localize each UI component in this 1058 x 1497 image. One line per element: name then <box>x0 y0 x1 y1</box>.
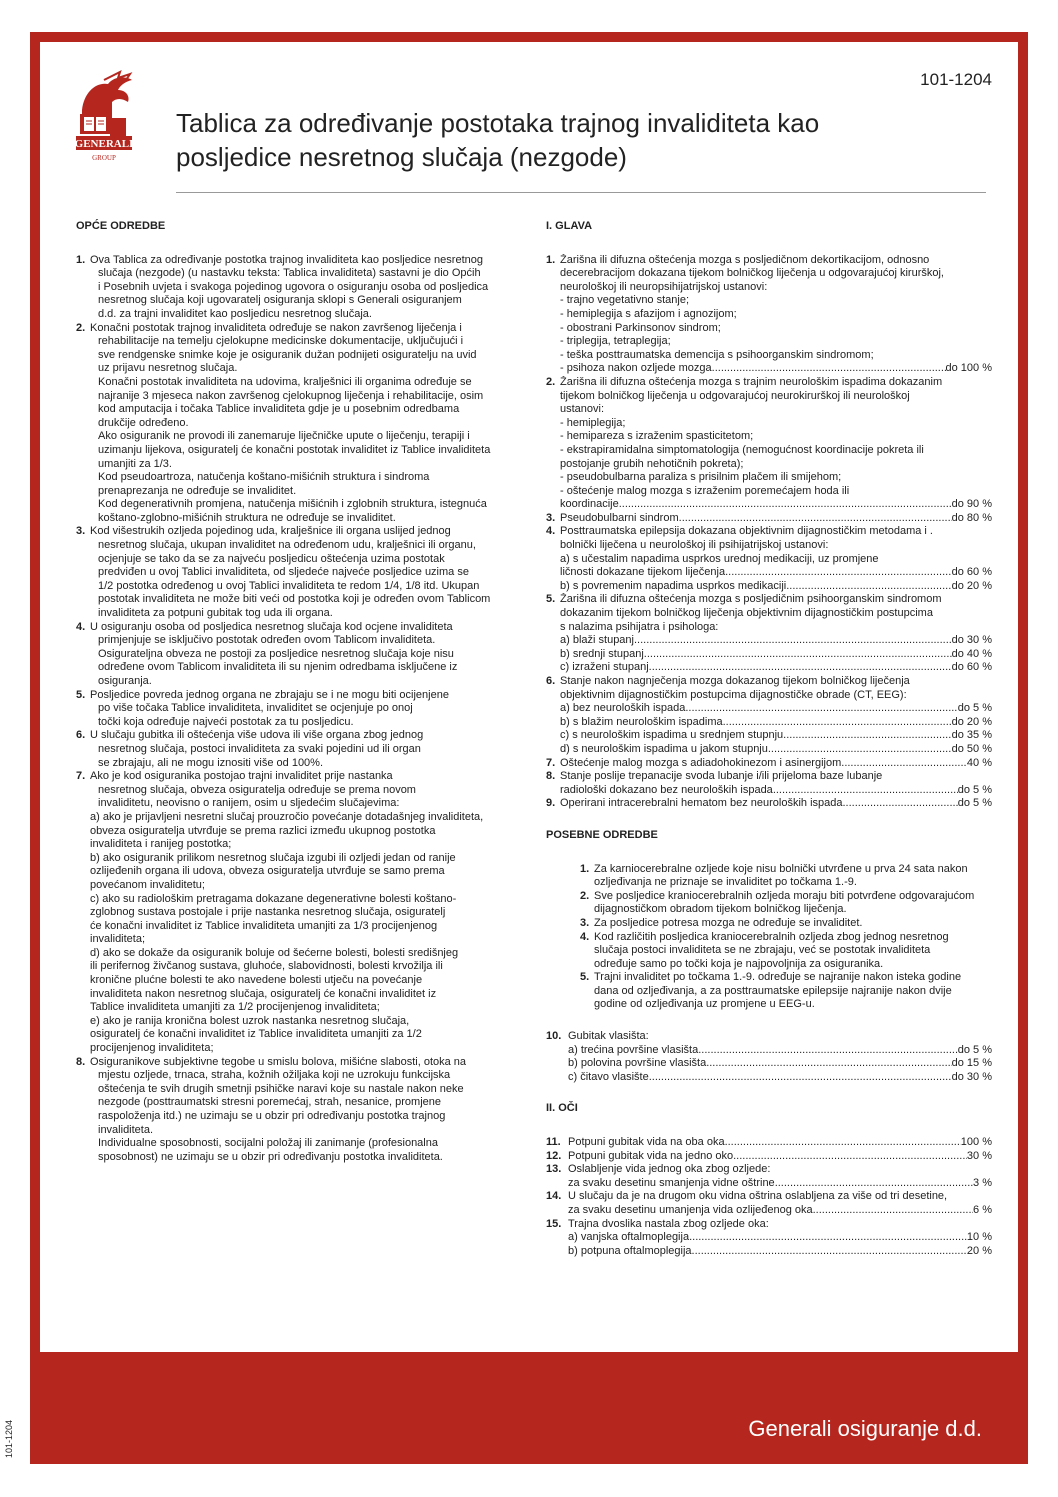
item-line: neurološkoj ili neuropsihijatrijskoj ustanovi: <box>560 280 768 293</box>
item-line: ozljeđivanja ne priznaje se invaliditet po točkama 1.-9. <box>594 876 857 889</box>
entry-text: a) bez neuroloških ispada <box>560 702 686 715</box>
item-line: nesretnog slučaja koji ugovaratelj osiguranja sklopi s Generali osiguranjem <box>98 294 462 307</box>
dotted-line-entry <box>568 1136 992 1150</box>
entry-text: b) s blažim neurološkim ispadima <box>560 715 723 728</box>
leader-dots <box>773 784 958 798</box>
dotted-line-entry <box>560 362 992 376</box>
item-line: Oslabljenje vida jednog oka zbog ozljede: <box>568 1163 771 1176</box>
item-10 <box>546 1030 992 1084</box>
dotted-line-entry <box>560 512 992 526</box>
item-line: Trajni invaliditet po točkama 1.-9. određuje se najranije nakon isteka godine <box>594 971 962 984</box>
numbered-item <box>546 593 992 675</box>
entry-value: do 60 % <box>951 661 992 674</box>
entry-text: c) izraženi stupanj <box>560 661 649 674</box>
item-line: Konačni postotak invaliditeta na udovima, kralješnici ili organima određuje se <box>98 375 472 388</box>
title-divider <box>176 192 986 193</box>
item-line: Žarišna ili difuzna oštećenja mozga s posljedičnim psihoorganskim sindromom <box>560 593 942 606</box>
entry-value: do 50 % <box>951 742 992 755</box>
numbered-item <box>546 757 992 771</box>
sub-item-line: zglobnog sustava postojale i prije nastanka nesretnog slučaja, osiguratelj <box>90 906 446 919</box>
item-line: kod amputacija i točaka Tablice invaliditeta gdje je u posebnim odredbama <box>98 403 460 416</box>
item-line: Sve posljedice kraniocerebralnih ozljeda moraju biti potvrđene odgovarajućom <box>594 889 975 902</box>
item-line: najranije 3 mjeseca nakon završenog cjelokupnog liječenja i rehabilitacije, osim <box>98 389 484 402</box>
numbered-item <box>76 1056 558 1165</box>
item-line: objektivnim dijagnostičkim postupcima dijagnostičke obrade (CT, EEG): <box>560 688 907 701</box>
item-line: invaliditetu, neovisno o ranijem, osim u sljedećim slučajevima: <box>98 797 400 810</box>
item-line: dana od ozljeđivanja, a za posttraumatske epilepsije najranije nakon dvije <box>594 984 952 997</box>
entry-text: - psihoza nakon ozljede mozga <box>560 362 712 375</box>
sub-item-line: Tablice invaliditeta umanjiti za 1/2 procijenjenog invaliditeta; <box>90 1001 380 1014</box>
dotted-line-entry <box>560 498 992 512</box>
item-number: 13. <box>546 1163 562 1176</box>
item-line: slučaja postoci invaliditeta se ne zbrajaju, već se postotak invaliditeta <box>594 944 931 957</box>
numbered-item <box>546 675 992 757</box>
item-line: po više točaka Tablice invaliditeta, invaliditet se ocjenjuje po onoj <box>98 702 413 715</box>
numbered-item <box>546 770 992 797</box>
item-line: raspoloženja itd.) ne uzimaju se u obzir pri određivanju postotka trajnog <box>98 1110 446 1122</box>
entry-text: ličnosti dokazane tijekom liječenja <box>560 566 726 579</box>
dotted-line-entry <box>568 1150 992 1164</box>
page-title <box>176 106 976 174</box>
dotted-line-entry <box>560 634 992 648</box>
entry-value: do 35 % <box>951 729 992 742</box>
item-line: Za posljedice potresa mozga ne određuje se invaliditet. <box>594 916 863 929</box>
numbered-item <box>546 890 992 917</box>
item-line: Osiguranikove subjektivne tegobe u smislu bolova, mišićne slabosti, otoka na <box>90 1055 467 1068</box>
dotted-line-entry <box>560 648 992 662</box>
leader-dots <box>634 634 952 648</box>
dotted-line-entry <box>560 797 992 811</box>
numbered-item <box>76 729 558 770</box>
logo-brand: GENERALI <box>74 138 134 150</box>
entry-text: Oštećenje malog mozga s adiadohokinezom i asinergijom <box>560 756 842 769</box>
sub-item-line: invaliditeta nakon nesretnog slučaja, osiguratelj će konačni invaliditet iz <box>90 987 437 1000</box>
item-line: određene ovom Tablicom invaliditeta ili su njenim odredbama isključene iz <box>98 661 458 674</box>
numbered-item <box>76 322 558 526</box>
sub-item-line: obveza osiguratelja utvrđuje se prema razlici između ukupnog postotka <box>90 824 436 837</box>
leader-dots <box>723 716 952 730</box>
leader-dots <box>783 729 951 743</box>
item-line: U osiguranju osoba od posljedica nesretnog slučaja kod ocjene invaliditeta <box>90 620 453 633</box>
item-line: U slučaju da je na drugom oku vidna oštrina oslabljena za više od tri desetine, <box>568 1190 948 1203</box>
numbered-item <box>546 971 992 1012</box>
item-number: 3. <box>546 511 556 524</box>
numbered-item <box>76 689 558 730</box>
item-line: mjestu ozljede, trnaca, straha, kožnih ožiljaka koji ne uzrokuju funkcijska <box>98 1069 451 1082</box>
item-number: 8. <box>546 770 556 783</box>
item-line: decerebracijom dokazana tijekom bolničkog liječenja u odgovarajućoj kirurškoj, <box>560 267 944 280</box>
item-number: 1. <box>546 253 556 266</box>
sub-item-line: invaliditeta; <box>90 933 146 946</box>
section-heading-posebne: POSEBNE ODREDBE <box>546 828 658 841</box>
item-number: 4. <box>546 525 556 538</box>
entry-value: do 20 % <box>951 715 992 728</box>
item-line: dokazanim tijekom bolničkog liječenja objektivnim dijagnostičkim postupcima <box>560 607 933 620</box>
numbered-item <box>546 525 992 593</box>
dotted-line-entry <box>568 1044 992 1058</box>
page-frame <box>30 32 1028 1464</box>
entry-value: do 5 % <box>957 702 992 715</box>
item-line: Individualne sposobnosti, socijalni položaj ili zanimanje (profesionalna <box>98 1137 438 1150</box>
leader-dots <box>619 498 952 512</box>
item-line: Žarišna ili difuzna oštećenja mozga s posljedičnom dekortikacijom, odnosno <box>560 253 930 266</box>
entry-text: c) čitavo vlasište <box>568 1070 649 1083</box>
item-line: nezgode (posttraumatski stresni poremećaj, strah, nesanice, promjene <box>98 1096 442 1109</box>
dotted-line-entry <box>568 1231 992 1245</box>
item-number: 14. <box>546 1190 562 1203</box>
entry-value: do 30 % <box>951 634 992 647</box>
item-line: oštećenja te svih drugih smetnji psihičke naravi koje su nastale nakon neke <box>98 1082 464 1095</box>
item-line: Konačni postotak trajnog invaliditeta određuje se nakon završenog liječenja i <box>90 321 462 334</box>
item-number: 5. <box>76 688 86 701</box>
item-line: primjenjuje se isključivo postotak određen ovom Tablicom invaliditeta. <box>98 634 436 647</box>
item-line: osiguranja. <box>98 675 152 687</box>
numbered-item <box>76 525 558 620</box>
item-line: umanjiti za 1/3. <box>98 457 172 470</box>
leader-dots <box>842 797 957 811</box>
item-line: ocjenjuje se tako da se za najveću posljedicu oštećenja uzima postotak <box>98 552 445 565</box>
dotted-line-entry <box>560 729 992 743</box>
item-line: Žarišna ili difuzna oštećenja mozga s trajnim neurološkim ispadima dokazanim <box>560 375 943 388</box>
entry-value: do 5 % <box>957 1043 992 1056</box>
entry-text: a) trećina površine vlasišta <box>568 1043 699 1056</box>
item-line: dijagnostičkom obradom tijekom bolničkog liječenja. <box>594 903 847 916</box>
entry-text: Operirani intracerebralni hematom bez neuroloških ispada <box>560 797 843 810</box>
item-line: Kod višestrukih ozljeda pojedinog uda, kralješnice ili organa uslijed jednog <box>90 525 451 538</box>
item-line: uz prijavu nesretnog slučaja. <box>98 362 238 375</box>
item-line: - hemiplegija s afazijom i agnozijom; <box>560 307 737 320</box>
dotted-line-entry <box>560 566 992 580</box>
title-line: Tablica za određivanje postotaka trajnog invaliditeta kao <box>176 108 820 138</box>
sub-item-line: ili perifernog živčanog sustava, gluhoće, slabovidnosti, bolesti krvožilja ili <box>90 960 443 973</box>
item-line: Trajna dvoslika nastala zbog ozljede oka: <box>568 1217 769 1230</box>
numbered-item <box>546 254 992 376</box>
item-line: i Posebnih uvjeta i svakoga pojedinog ugovora o osiguranju osoba od posljedica <box>98 280 489 293</box>
item-number: 7. <box>546 756 556 769</box>
item-line: postotak invaliditeta ne može biti veći od postotka koji je određen ovom Tablicom <box>98 593 491 606</box>
numbered-item <box>546 1150 992 1164</box>
sub-item-line: kronične plućne bolesti te ako navedene bolesti utječu na povećanje <box>90 974 423 987</box>
leader-dots <box>725 566 952 580</box>
footer-company-name: Generali osiguranje d.d. <box>748 1416 982 1441</box>
item-line: U slučaju gubitka ili oštećenja više udova ili više organa zbog jednog <box>90 729 424 742</box>
entry-text: a) blaži stupanj <box>560 634 634 647</box>
leader-dots <box>644 648 952 662</box>
entry-value: 10 % <box>966 1231 992 1244</box>
item-line: Ova Tablica za određivanje postotka trajnog invaliditeta kao posljedice nesretnog <box>90 253 483 266</box>
entry-value: 6 % <box>973 1204 992 1216</box>
numbered-item <box>546 1136 992 1150</box>
dotted-line-entry <box>560 743 992 757</box>
sub-item-line: d) ako se dokaže da osiguranik boluje od šećerne bolesti, bolesti središnjeg <box>90 946 459 959</box>
sub-item-line: procijenjenog invaliditeta; <box>90 1042 214 1055</box>
item-line: tijekom bolničkog liječenja u odgovarajućoj neurokirurškoj ili neurološkoj <box>560 389 910 402</box>
leader-dots <box>712 362 946 376</box>
item-line: - hemiplegija; <box>560 416 626 429</box>
title-line: posljedice nesretnog slučaja (nezgode) <box>176 142 627 172</box>
leader-dots <box>649 661 952 675</box>
item-line: Ako osiguranik ne provodi ili zanemaruje liječničke upute o liječenju, terapiji i <box>98 430 470 443</box>
leader-dots <box>841 757 967 771</box>
item-number: 3. <box>580 916 590 929</box>
item-line: invaliditeta. <box>98 1123 154 1136</box>
entry-text: c) s neurološkim ispadima u srednjem stupnju <box>560 729 784 742</box>
item-number: 2. <box>580 889 590 902</box>
item-number: 2. <box>546 375 556 388</box>
eyes-list <box>546 1136 992 1258</box>
item-line: - ekstrapiramidalna simptomatologija (nemogućnost koordinacije pokreta ili <box>560 443 924 456</box>
document-sheet <box>40 42 1018 1352</box>
entry-text: b) potpuna oftalmoplegija <box>568 1244 692 1257</box>
numbered-item <box>546 917 992 931</box>
dotted-line-entry <box>560 716 992 730</box>
logo-sub: GROUP <box>92 154 116 162</box>
entry-value: do 100 % <box>945 362 992 375</box>
sub-item-line: b) ako osiguranik prilikom nesretnog slučaja izgubi ili ozljedi jedan od ranije <box>90 851 456 864</box>
leader-dots <box>813 1204 973 1218</box>
entry-text: radiološki dokazano bez neuroloških ispada <box>560 783 773 796</box>
item-line: slučaja (nezgode) (u nastavku teksta: Tablica invaliditeta) sastavni je dio Općih <box>98 267 481 280</box>
entry-text: koordinacije <box>560 498 619 511</box>
entry-text: b) srednji stupanj <box>560 647 644 660</box>
item-line: - teška posttraumatska demencija s psihoorganskim sindromom; <box>560 348 874 361</box>
leader-dots <box>786 580 951 594</box>
item-line: sve rendgenske snimke koje je osiguranik dužan podnijeti osiguratelju na uvid <box>98 348 477 361</box>
dotted-line-entry <box>560 757 992 771</box>
numbered-item <box>546 1163 992 1190</box>
entry-value: 30 % <box>966 1149 992 1162</box>
item-number: 2. <box>76 321 86 334</box>
item-number: 6. <box>76 729 86 742</box>
item-line: Kod različitih posljedica kraniocerebralnih ozljeda zbog jednog nesretnog <box>594 930 949 943</box>
leader-dots <box>733 1150 967 1164</box>
numbered-item <box>546 1030 992 1084</box>
sub-item-line: povećanom invaliditetu; <box>90 878 205 891</box>
special-provisions-list <box>546 863 992 1013</box>
sub-item-line: c) ako su radiološkim pretragama dokazane degenerativne bolesti koštano- <box>90 892 457 905</box>
numbered-item <box>76 770 558 1055</box>
section-heading-oci: II. OČI <box>546 1102 578 1115</box>
item-number: 3. <box>76 525 86 538</box>
entry-text: Pseudobulbarni sindrom <box>560 511 679 524</box>
item-line: - trajno vegetativno stanje; <box>560 294 690 307</box>
sub-item-line: a) ako je prijavljeni nesretni slučaj prouzročio povećanje dotadašnjeg invaliditeta, <box>90 810 484 823</box>
section-heading-opce: OPĆE ODREDBE <box>76 220 166 232</box>
leader-dots <box>725 1136 961 1150</box>
item-number: 10. <box>546 1030 562 1043</box>
entry-value: 40 % <box>966 756 992 769</box>
entry-value: do 40 % <box>951 647 992 660</box>
item-line: uzimanju lijekova, osiguratelj će konačni postotak invaliditet iz Tablice invaliditeta <box>98 443 491 456</box>
dotted-line-entry <box>568 1245 992 1259</box>
item-line: d.d. za trajni invaliditet kao posljedicu nesretnog slučaja. <box>98 307 372 320</box>
dotted-line-entry <box>560 661 992 675</box>
item-line: - oštećenje malog mozga s izraženim poremećajem hoda ili <box>560 484 850 497</box>
numbered-item <box>76 254 558 322</box>
item-line: drukčije određeno. <box>98 416 189 429</box>
item-line: koštano-zglobno-mišićnih struktura ne određuje se invaliditet. <box>98 511 396 524</box>
sub-item-line: će konačni invaliditet iz Tablice invaliditeta umanjiti za 1/3 procijenjenog <box>90 919 438 932</box>
item-line: Posljedice povreda jednog organa ne zbrajaju se i ne mogu biti ocijenjene <box>90 688 449 701</box>
item-line: nesretnog slučaja, postoci invaliditeta za svaki pojedini ud ili organ <box>98 742 421 755</box>
item-line: bolnički liječena u neurološkoj ili psihijatrijskoj ustanovi: <box>560 539 829 552</box>
dotted-line-entry <box>560 580 992 594</box>
item-line: s nalazima psihijatra i psihologa: <box>560 620 719 633</box>
side-document-code: 101-1204 <box>4 1419 14 1458</box>
item-number: 11. <box>546 1136 561 1149</box>
sub-item-line: e) ako je ranija kronična bolest uzrok nastanka nesretnog slučaja, <box>90 1014 410 1027</box>
entry-text: za svaku desetinu umanjenja vida ozlijeđenog oka <box>568 1204 813 1216</box>
dotted-line-entry <box>560 702 992 716</box>
entry-value: do 90 % <box>951 498 992 511</box>
dotted-line-entry <box>568 1177 992 1191</box>
item-number: 5. <box>546 593 556 606</box>
item-line: postojanje grubih nehotičnih pokreta); <box>560 457 744 470</box>
numbered-item <box>546 797 992 811</box>
section-heading-glava: I. GLAVA <box>546 220 593 232</box>
dotted-line-entry <box>568 1071 992 1085</box>
item-line: Gubitak vlasišta: <box>568 1030 649 1043</box>
entry-value: do 80 % <box>951 511 992 524</box>
item-number: 4. <box>580 930 590 943</box>
item-number: 1. <box>76 253 86 266</box>
entry-value: 100 % <box>960 1136 992 1149</box>
numbered-item <box>546 863 992 890</box>
leader-dots <box>698 1044 958 1058</box>
numbered-item <box>546 376 992 512</box>
entry-value: do 15 % <box>951 1057 992 1070</box>
entry-text: b) s povremenim napadima usprkos medikaciji <box>560 579 787 592</box>
entry-value: do 30 % <box>951 1070 992 1083</box>
left-column <box>76 220 558 1164</box>
entry-text: Potpuni gubitak vida na jedno oko <box>568 1149 734 1162</box>
item-line: nesretnog slučaja, obveza osiguratelja određuje se prema novom <box>98 783 416 796</box>
item-line: određuje samo po točki koja je najpovoljnija za osiguranika. <box>594 957 884 970</box>
item-number: 1. <box>580 862 590 875</box>
item-line: - triplegija, tetraplegija; <box>560 335 671 348</box>
glava-list <box>546 254 992 811</box>
item-number: 15. <box>546 1217 562 1230</box>
general-provisions-list <box>76 254 558 1165</box>
leader-dots <box>706 1057 951 1071</box>
item-number: 12. <box>546 1149 562 1162</box>
entry-text: d) s neurološkim ispadima u jakom stupnju <box>560 742 768 755</box>
item-line: godine od ozljeđivanja uz promjene u EEG-u. <box>594 998 815 1011</box>
item-number: 7. <box>76 770 86 783</box>
item-number: 6. <box>546 675 556 687</box>
entry-value: do 5 % <box>957 783 992 796</box>
item-line: Osigurateljna obveza ne postoji za posljedice nesretnog slučaja koje nisu <box>98 647 454 660</box>
leader-dots <box>679 512 952 526</box>
sub-item-line: osiguratelj će konačni invaliditet iz Tablice invaliditeta umanjiti za 1/2 <box>90 1028 422 1041</box>
item-line: 1/2 postotka određenog u ovoj Tablici invaliditeta te redom 1/4, 1/8 itd. Ukupan <box>98 579 480 592</box>
entry-value: do 20 % <box>951 579 992 592</box>
item-number: 4. <box>76 620 86 633</box>
item-line: Stanje nakon nagnječenja mozga dokazanog tijekom bolničkog liječenja <box>560 675 910 687</box>
item-line: prenaprezanja ne određuje se invaliditet. <box>98 484 297 497</box>
entry-value: 20 % <box>966 1244 992 1257</box>
item-line: predviđen u ovoj Tablici invaliditeta, od sljedeće najveće posljedice uzima se <box>98 566 469 579</box>
entry-value: 3 % <box>973 1176 992 1189</box>
entry-value: do 5 % <box>957 797 992 810</box>
item-line: rehabilitacije na temelju cjelokupne medicinske dokumentacije, uključujući i <box>98 335 464 348</box>
document-number: 101-1204 <box>920 70 992 89</box>
leader-dots <box>692 1245 967 1259</box>
item-line: Za karniocerebralne ozljede koje nisu bolnički utvrđene u prva 24 sata nakon <box>594 862 968 875</box>
numbered-item <box>546 512 992 526</box>
numbered-item <box>76 621 558 689</box>
entry-value: do 60 % <box>951 566 992 579</box>
sub-item-line: ozlijeđenih organa ili udova, obveza osiguratelja utvrđuje se samo prema <box>90 865 445 878</box>
item-line: Stanje poslije trepanacije svoda lubanje i/ili prijeloma baze lubanje <box>560 770 883 783</box>
item-line: invaliditeta za potpuni gubitak tog uda ili organa. <box>98 607 333 620</box>
entry-text: a) vanjska oftalmoplegija <box>568 1231 690 1244</box>
numbered-item <box>546 931 992 972</box>
item-number: 9. <box>546 797 556 810</box>
item-line: - pseudobulbarna paraliza s prisilnim plačem ili smijehom; <box>560 471 842 484</box>
item-line: sposobnost) ne uzimaju se u obzir pri određivanju postotka invaliditeta. <box>98 1150 443 1163</box>
entry-text: za svaku desetinu smanjenja vidne oštrine <box>568 1176 775 1189</box>
entry-text: Potpuni gubitak vida na oba oka <box>568 1136 725 1149</box>
item-line: - obostrani Parkinsonov sindrom; <box>560 321 721 334</box>
item-line: - hemipareza s izraženim spasticitetom; <box>560 430 754 443</box>
dotted-line-entry <box>560 784 992 798</box>
item-line: Kod degenerativnih promjena, natučenja mišićnih i zglobnih struktura, istegnuća <box>98 498 487 511</box>
leader-dots <box>685 702 957 716</box>
right-column <box>546 220 992 1258</box>
numbered-item <box>546 1190 992 1217</box>
generali-lion-logo <box>74 70 134 166</box>
dotted-line-entry <box>568 1057 992 1071</box>
leader-dots <box>768 743 952 757</box>
item-line: nesretnog slučaja, ukupan invaliditet na određenom udu, kralješnici ili organu, <box>98 539 476 552</box>
leader-dots <box>649 1071 952 1085</box>
item-line: Ako je kod osiguranika postojao trajni invaliditet prije nastanka <box>90 770 393 783</box>
entry-text: b) polovina površine vlasišta <box>568 1057 707 1070</box>
dotted-line-entry <box>568 1204 992 1218</box>
item-number: 8. <box>76 1055 86 1068</box>
item-line: se zbrajaju, ali ne mogu iznositi više od 100%. <box>98 756 324 769</box>
item-line: a) s učestalim napadima usprkos urednoj medikaciji, uz promjene <box>560 552 879 565</box>
numbered-item <box>546 1218 992 1259</box>
leader-dots <box>775 1177 973 1191</box>
sub-item-line: invaliditeta i ranijeg postotka; <box>90 838 232 851</box>
item-line: Posttraumatska epilepsija dokazana objektivnim dijagnostičkim metodama i . <box>560 525 933 538</box>
item-line: Kod pseudoartroza, natučenja koštano-mišićnih struktura i sindroma <box>98 471 430 484</box>
leader-dots <box>689 1231 967 1245</box>
item-line: točki koja određuje najveći postotak za tu posljedicu. <box>98 715 354 728</box>
item-line: ustanovi: <box>560 403 605 416</box>
item-number: 5. <box>580 971 590 984</box>
